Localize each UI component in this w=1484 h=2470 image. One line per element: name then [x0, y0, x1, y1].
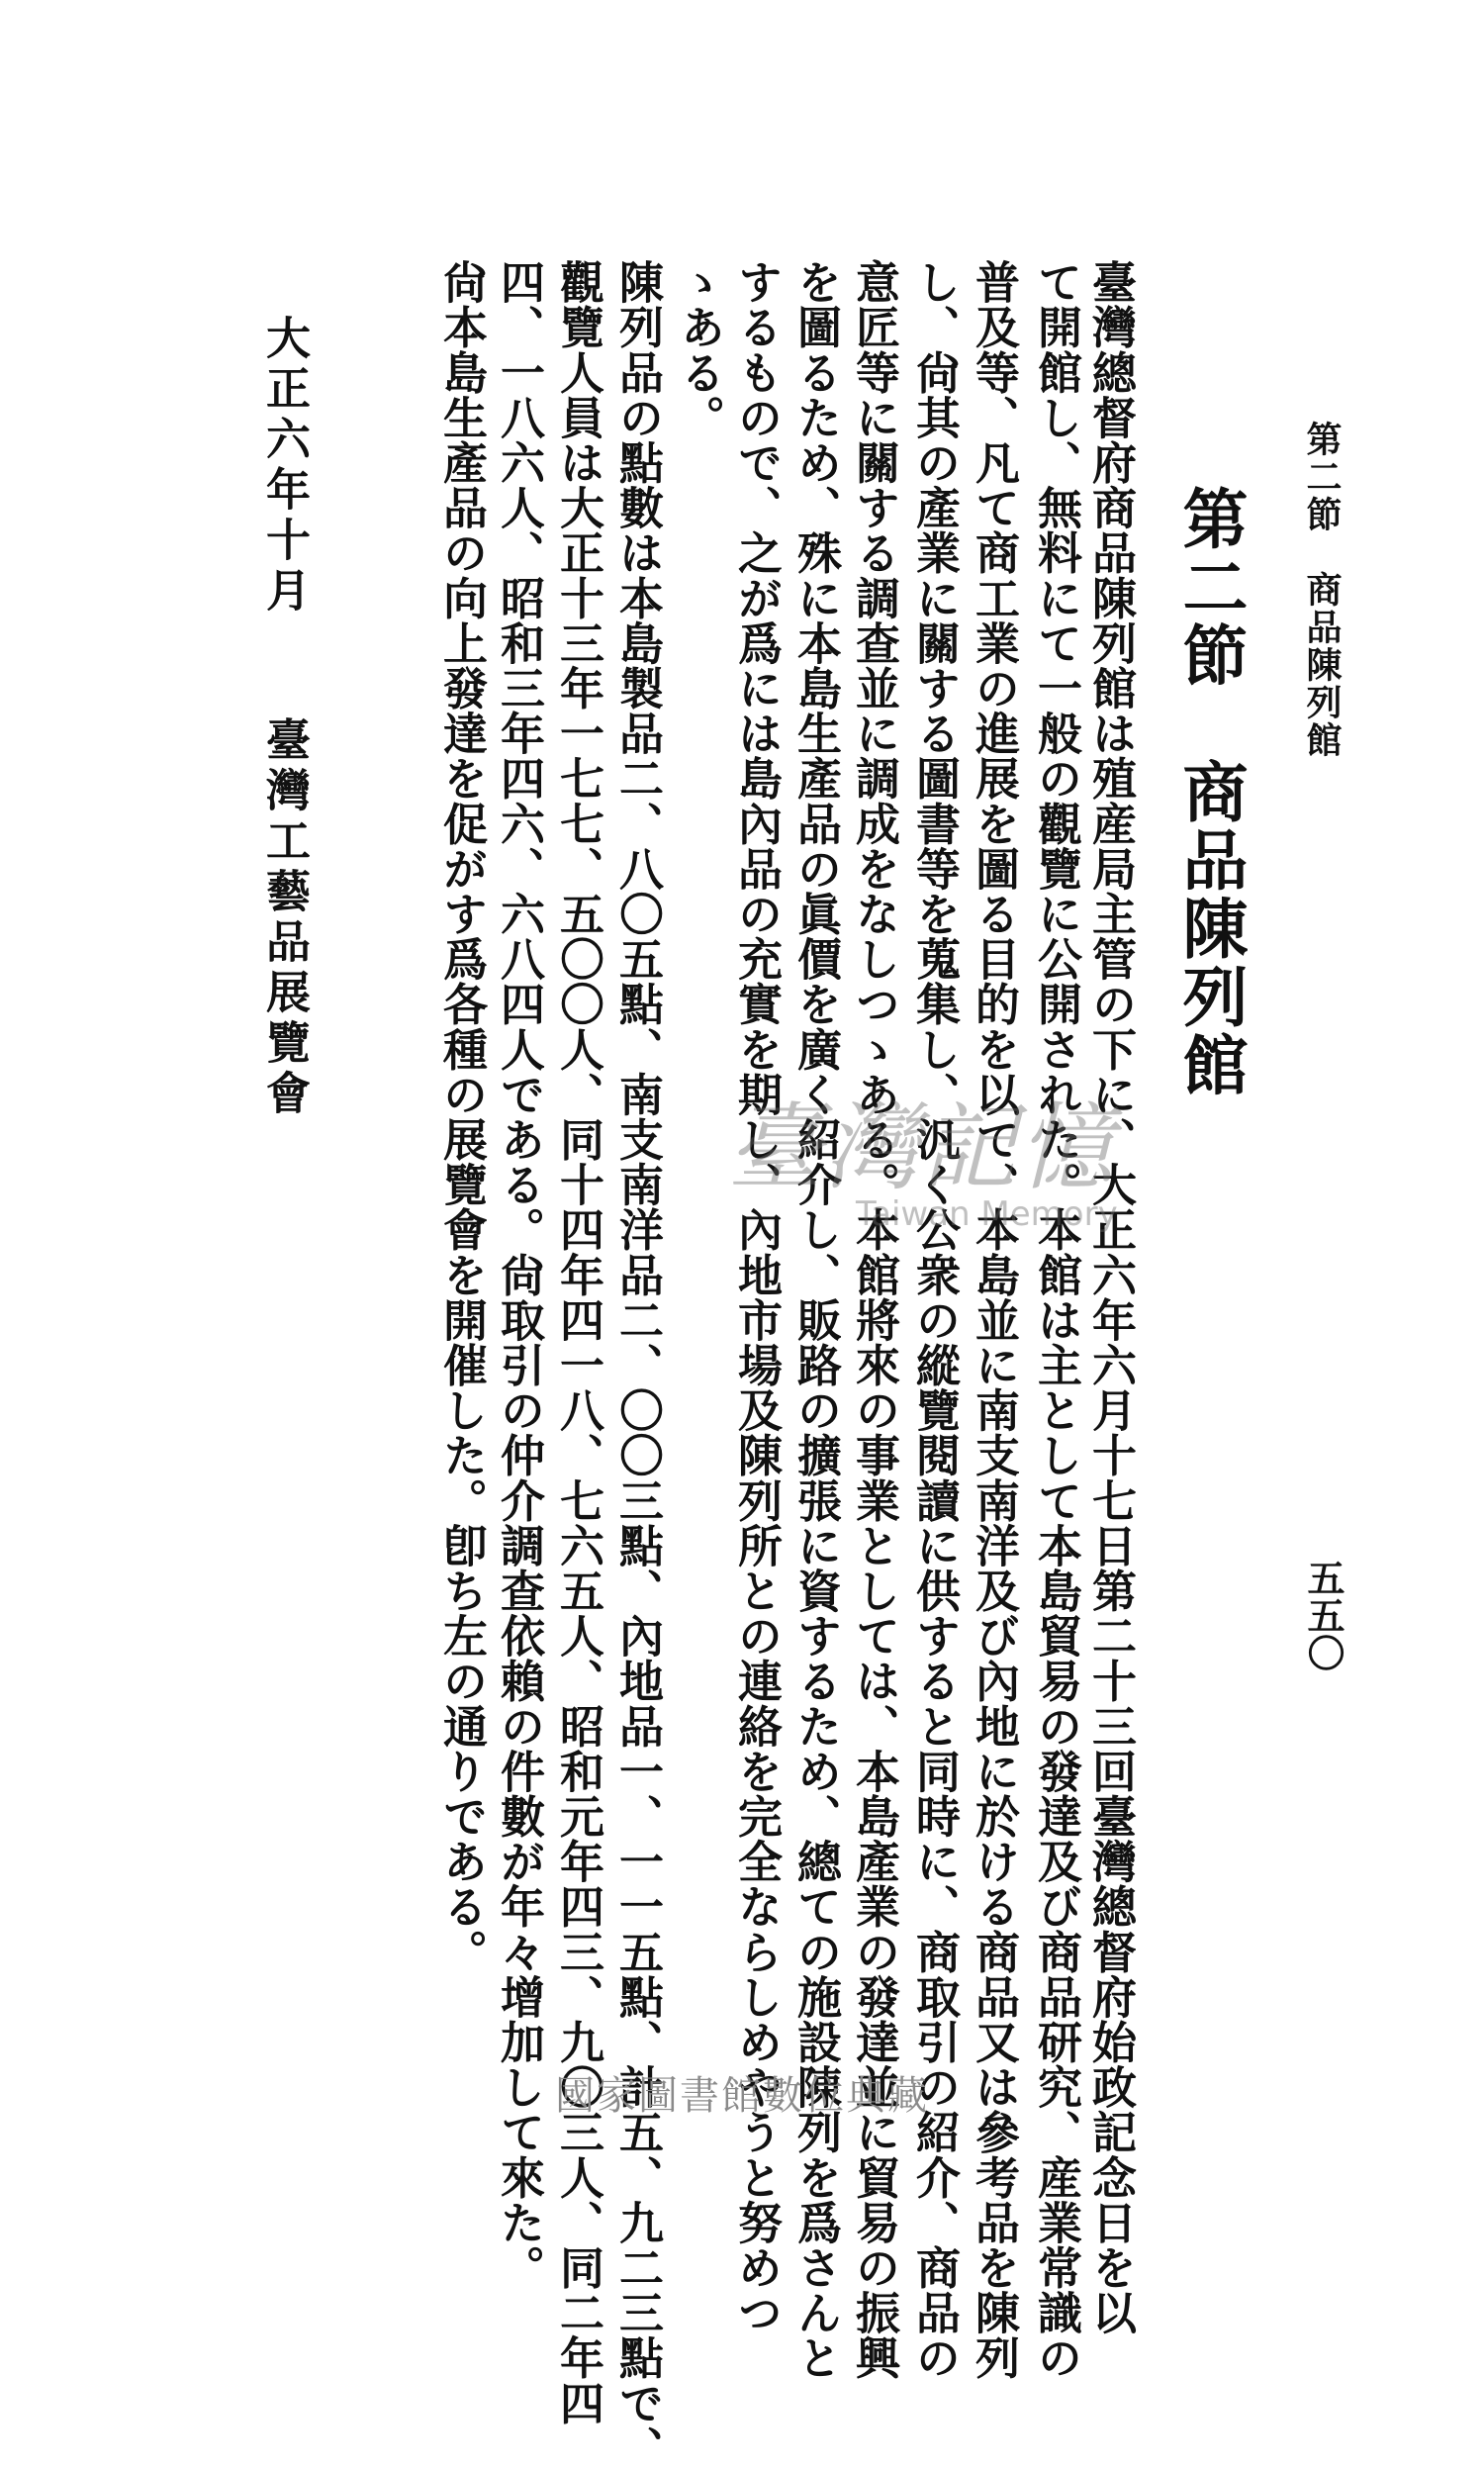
body-line: 意匠等に關する調查並に調成をなしつゝある。本館將來の事業としては、本島產業の發達並に貿易の振興	[848, 259, 900, 2381]
watermark-sub-text: Taiwan Memory	[856, 1194, 1118, 1234]
body-line: 觀覽人員は大正十三年一七七、五〇〇人、同十四年四一八、七六五人、昭和元年四三、九〇三人、同二年四	[552, 259, 604, 2425]
body-line: 四、一八六人、昭和三年四六、六八四人である。尙取引の仲介調查依賴の件數が年々增加して來た。	[493, 259, 545, 2290]
body-line: を圖るため、殊に本島生產品の眞價を廣く紹介し、販路の擴張に資するため、總ての施設陳列を爲さんと	[789, 259, 842, 2381]
body-line: 陳列品の點數は本島製品二、八〇五點、南支南洋品二、〇〇三點、內地品一、一一五點、計五、九二三點で、	[611, 259, 664, 2470]
exhibition-name: 臺灣工藝品展覽會	[258, 716, 311, 1120]
body-line: 普及等、凡て商工業の進展を圖る目的を以て、本島並に南支南洋及び內地に於ける商品又は參考品を陳列	[968, 259, 1020, 2381]
body-line: し、尙其の產業に關する圖書等を蒐集し、汎く公衆の縱覽閱讀に供すると同時に、商取引の紹介、商品の	[908, 259, 961, 2381]
exhibition-date: 大正六年十月	[258, 315, 311, 618]
body-line: 尙本島生產品の向上發達を促がす爲各種の展覽會を開催した。卽ち左の通りである。	[435, 259, 488, 1974]
watermark-logo	[727, 1092, 1192, 1249]
body-line: 臺灣總督府商品陳列館は殖産局主管の下に、大正六年六月十七日第二十三回臺灣總督府始政記念日を以	[1084, 259, 1137, 2335]
body-line: ゝある。	[673, 259, 725, 440]
running-header: 第二節 商品陳列館	[1301, 421, 1343, 759]
page-number: 五五〇	[1301, 1559, 1345, 1671]
watermark-main-text: 臺灣記憶	[727, 1092, 1115, 1203]
body-line: て開館し、無料にて一般の觀覽に公開された。本館は主として本島貿易の發達及び商品研究、産業常識の	[1030, 259, 1082, 2381]
footer-stamp: 國家圖書館數位典藏	[555, 2073, 929, 2119]
exhibition-entry	[258, 315, 311, 1120]
body-line: するもので、之が爲には島內品の充實を期し、內地市場及陳列所との連絡を完全ならしめやうと努めつ	[730, 259, 783, 2335]
section-title: 第二節 商品陳列館	[1171, 485, 1249, 1099]
